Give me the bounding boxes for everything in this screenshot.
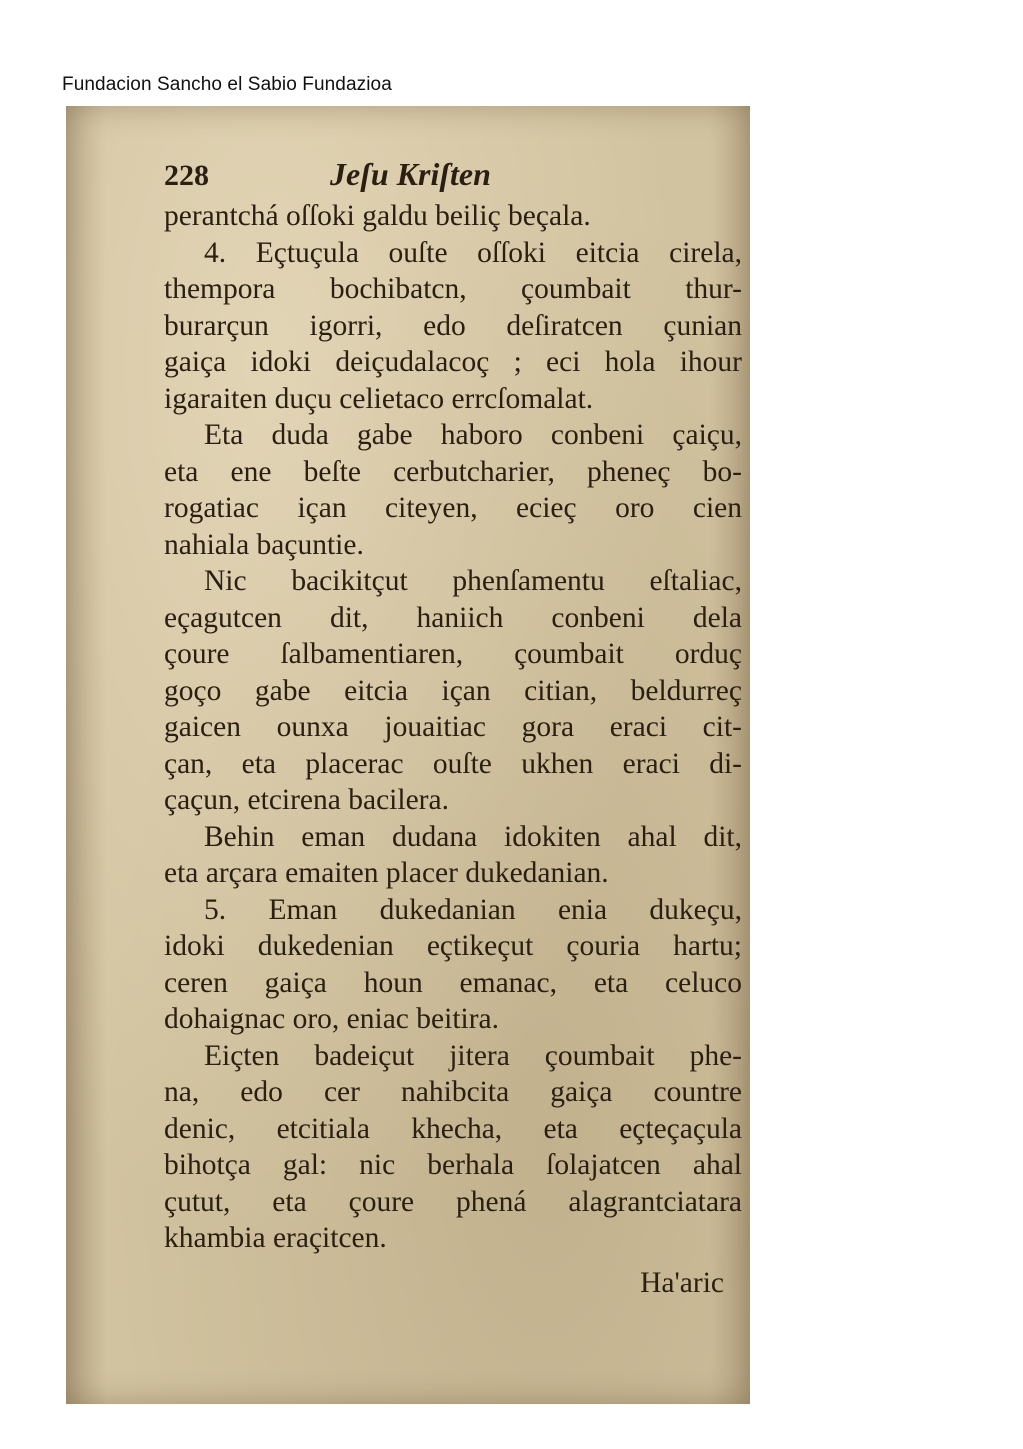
text-line: bihotça gal: nic berhala ſolajatcen ahal — [164, 1149, 742, 1181]
text-line: Behin eman dudana idokiten ahal dit, — [204, 820, 742, 853]
text-line: eçagutcen dit, haniich conbeni dela — [164, 601, 742, 634]
text-line: çoure ſalbamentiaren, çoumbait orduç — [164, 638, 742, 670]
text-line: goço gabe eitcia içan citian, beldurreç — [164, 674, 742, 707]
page-text-block — [164, 156, 742, 1301]
running-head — [164, 156, 742, 196]
page-number: 228 — [164, 159, 209, 192]
running-title: Jeſu Kriſten — [330, 156, 491, 192]
text-line: çan, eta placerac ouſte ukhen eraci di- — [164, 747, 742, 780]
text-line: na, edo cer nahibcita gaiça countre — [164, 1076, 742, 1108]
text-line: khambia eraçitcen. — [164, 1222, 387, 1254]
text-line: rogatiac içan citeyen, ecieç oro cien — [164, 492, 742, 524]
text-line: gaiça idoki deiçudalacoç ; eci hola ihour — [164, 346, 742, 378]
text-line: Eta duda gabe haboro conbeni çaiçu, — [204, 419, 742, 451]
text-line: dohaignac oro, eniac beitira. — [164, 1003, 500, 1035]
text-line: çaçun, etcirena bacilera. — [164, 784, 449, 816]
text-line: 5. Eman dukedanian enia dukeçu, — [204, 893, 742, 926]
text-line: perantchá oſſoki galdu beiliç beçala. — [164, 200, 591, 232]
text-line: Eiçten badeiçut jitera çoumbait phe- — [204, 1039, 742, 1072]
text-line: eta ene beſte cerbutcharier, pheneç bo- — [164, 455, 742, 488]
text-line: gaicen ounxa jouaitiac gora eraci cit- — [164, 711, 742, 743]
catchword: Ha'aric — [640, 1266, 724, 1299]
text-line: ceren gaiça houn emanac, eta celuco — [164, 966, 742, 999]
text-line: çutut, eta çoure phená alagrantciatara — [164, 1185, 742, 1218]
text-line: idoki dukedenian eçtikeçut çouria hartu; — [164, 930, 742, 962]
text-line: denic, etcitiala khecha, eta eçteçaçula — [164, 1112, 742, 1145]
catchword-row — [164, 1265, 742, 1302]
text-line: thempora bochibatcn, çoumbait thur- — [164, 273, 742, 305]
text-line: igaraiten duçu celietaco errcſomalat. — [164, 382, 594, 415]
text-line: Nic bacikitçut phenſamentu eſtaliac, — [204, 565, 742, 597]
text-line: burarçun igorri, edo deſiratcen çunian — [164, 309, 742, 342]
scanned-book-page — [66, 106, 750, 1404]
archive-caption: Fundacion Sancho el Sabio Fundazioa — [62, 74, 392, 95]
text-line: eta arçara emaiten placer dukedanian. — [164, 857, 609, 889]
text-lines — [164, 198, 742, 1257]
text-line: nahiala baçuntie. — [164, 528, 364, 561]
text-line: 4. Eçtuçula ouſte oſſoki eitcia cirela, — [204, 236, 742, 269]
